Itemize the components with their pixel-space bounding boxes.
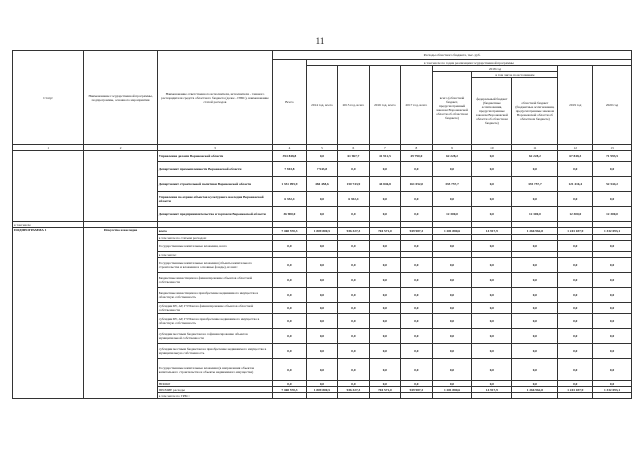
cell-value: 0,0 [369, 288, 400, 303]
header-total: Всего [273, 60, 307, 145]
row-label: Государственные капитальные вложения (в направления объектов капитального строительства и объекты недвижимого имущества) [157, 359, 272, 381]
cell-value: 0,0 [369, 344, 400, 359]
cell-value: 936 327,3 [338, 228, 369, 235]
cell-value: 36 900,0 [273, 207, 307, 222]
cell-value: 67 848,3 [558, 151, 593, 162]
cell-value: 0,0 [593, 359, 632, 381]
col-number: 13 [593, 145, 632, 151]
cell-value: 62 228,2 [432, 151, 472, 162]
col-number: 9 [432, 145, 472, 151]
cell-value: 0,0 [593, 344, 632, 359]
row-label: Государственные капитальные вложения, всего [157, 241, 272, 252]
col-number: 2 [84, 145, 157, 151]
cell-value: 0,0 [306, 288, 337, 303]
cell-value: 0,0 [512, 288, 558, 303]
cell-value: 0,0 [338, 241, 369, 252]
cell-value: 0,0 [472, 381, 512, 387]
page-number: 11 [315, 36, 325, 46]
cell-value: 0,0 [338, 207, 369, 222]
row-label: Бюджетные инвестиции на приобретение недвижимого имущества в областную собственность [157, 288, 272, 303]
header-2016: 2016 год, всего [369, 66, 400, 145]
cell-value: 150 743,9 [338, 177, 369, 192]
cell-value: 0,0 [472, 177, 512, 192]
col-number: 5 [306, 145, 337, 151]
row-label: субсидии местным бюджетам на софинансирование объектов муниципальной собственности [157, 329, 272, 344]
row-label: Департамент строительной политики Воронежской области [157, 177, 272, 192]
subprogram-name: Искусство и наследие [84, 228, 157, 399]
header-by-sources: в том числе по источникам [472, 72, 558, 78]
cell-value: 484 458,6 [306, 177, 337, 192]
cell-value: 61 967,7 [338, 151, 369, 162]
cell-value: 0,0 [432, 258, 472, 273]
header-status: Статус [13, 51, 84, 145]
cell-value: 0,0 [558, 359, 593, 381]
cell-value: 0,0 [401, 303, 432, 314]
header-2018-all: всего (областной бюджет, предусмотренный законом Воронежской области об областном бюджете) [432, 72, 472, 145]
cell-value: 0,0 [273, 288, 307, 303]
header-2015: 2015 год, всего [338, 66, 369, 145]
cell-value: 12 300,0 [432, 207, 472, 222]
cell-value: 0,0 [273, 303, 307, 314]
cell-value: 1 809 800,5 [306, 228, 337, 235]
row-label: ПРОЧИЕ расходы [157, 387, 272, 393]
cell-value: 0,0 [369, 162, 400, 177]
cell-value: 0,0 [273, 381, 307, 387]
cell-value: 949 987,3 [401, 228, 432, 235]
cell-value: 0,0 [593, 258, 632, 273]
cell-value: 0,0 [369, 359, 400, 381]
col-number: 3 [157, 145, 272, 151]
cell-value: 0,0 [593, 303, 632, 314]
cell-value: 0,0 [369, 381, 400, 387]
row-label: Департамент промышленности Воронежской области [157, 162, 272, 177]
cell-value: 0,0 [369, 258, 400, 273]
cell-value: 0,0 [273, 314, 307, 329]
cell-value: 0,0 [512, 162, 558, 177]
table-row [13, 151, 632, 162]
cell-value: 0,0 [472, 192, 512, 207]
row-label: Бюджетные инвестиции на финансирование объектов областной собственности [157, 273, 272, 288]
cell-value: 44 846,8 [369, 177, 400, 192]
col-number: 11 [512, 145, 558, 151]
cell-value: 0,0 [401, 381, 432, 387]
row-label: Управление делами Воронежской области [157, 151, 272, 162]
cell-value: 0,0 [432, 381, 472, 387]
cell-value: 0,0 [593, 329, 632, 344]
cell-value: 7 468 570,3 [273, 387, 307, 393]
cell-value: 0,0 [432, 314, 472, 329]
cell-value: 0,0 [472, 207, 512, 222]
cell-value: 0,0 [558, 273, 593, 288]
header-2014: 2014 год, всего [306, 66, 337, 145]
cell-value: 1 351 095,9 [273, 177, 307, 192]
cell-value: 0,0 [432, 192, 472, 207]
cell-value: 0,0 [306, 273, 337, 288]
header-impl-period: в том числе по годам реализации государственной программы [306, 60, 631, 66]
cell-value: 0,0 [369, 241, 400, 252]
cell-value: 704 571,0 [369, 228, 400, 235]
cell-value: 0,0 [401, 273, 432, 288]
cell-value: 0,0 [558, 241, 593, 252]
header-expenses: Расходы областного бюджета, тыс. руб. [273, 51, 632, 60]
cell-value: 0,0 [472, 288, 512, 303]
cell-value: 0,0 [338, 314, 369, 329]
cell-value: 394 848,8 [273, 151, 307, 162]
cell-value: 0,0 [369, 207, 400, 222]
cell-value: 0,0 [472, 151, 512, 162]
cell-value: 0,0 [306, 381, 337, 387]
cell-value: 949 987,3 [401, 387, 432, 393]
cell-value: 0,0 [306, 207, 337, 222]
cell-value: 0,0 [338, 273, 369, 288]
cell-value: 936 327,3 [338, 387, 369, 393]
cell-value: 7 943,8 [306, 162, 337, 177]
cell-value: 0,0 [369, 329, 400, 344]
cell-value: 335 757,7 [432, 177, 472, 192]
cell-value: 0,0 [472, 329, 512, 344]
table-row [13, 228, 632, 235]
cell-value: 7 468 570,3 [273, 228, 307, 235]
col-number: 4 [273, 145, 307, 151]
cell-value [432, 393, 472, 399]
cell-value: 1 281 880,6 [432, 387, 472, 393]
cell-value: 6 352,4 [338, 192, 369, 207]
header-2018: 2018 год [432, 66, 558, 72]
cell-value [401, 393, 432, 399]
row-label: субсидии БУ, АУ, ГУПам на приобретение недвижимого имущества в областную собственность [157, 314, 272, 329]
cell-value: 0,0 [593, 314, 632, 329]
row-label: в том числе по ГРБС: [157, 393, 272, 399]
cell-value: 0,0 [558, 344, 593, 359]
cell-value: 0,0 [512, 344, 558, 359]
cell-value: 0,0 [472, 273, 512, 288]
cell-value: 71 993,5 [593, 151, 632, 162]
cell-value: 0,0 [512, 273, 558, 288]
cell-value: 0,0 [512, 359, 558, 381]
cell-value [338, 393, 369, 399]
header-2020: 2020 год [593, 66, 632, 145]
cell-value: 0,0 [558, 162, 593, 177]
header-federal: федеральный бюджет (бюджетные ассигнования, предусмотренные законом Воронежской области об областном бюджете) [472, 78, 512, 145]
cell-value: 335 757,7 [512, 177, 558, 192]
cell-value: 0,0 [338, 258, 369, 273]
cell-value: 7 943,8 [273, 162, 307, 177]
cell-value: 0,0 [401, 314, 432, 329]
row-label: в том числе по статьям расходов: [157, 235, 272, 241]
cell-value: 704 571,0 [369, 387, 400, 393]
cell-value: 0,0 [432, 303, 472, 314]
cell-value: 0,0 [593, 288, 632, 303]
cell-value: 0,0 [558, 329, 593, 344]
cell-value: 0,0 [401, 359, 432, 381]
row-label: субсидии БУ, АУ, ГУПам на финансирование объектов областной собственности [157, 303, 272, 314]
cell-value: 0,0 [472, 359, 512, 381]
cell-value: 0,0 [401, 162, 432, 177]
header-regional: областной бюджет (бюджетные ассигнования, предусмотренные законом Воронежской области об областном бюджете) [512, 78, 558, 145]
row-label: всего [157, 228, 272, 235]
cell-value: 0,0 [369, 192, 400, 207]
cell-value: 0,0 [432, 273, 472, 288]
cell-value: 49 790,0 [401, 151, 432, 162]
cell-value: 0,0 [558, 303, 593, 314]
cell-value: 0,0 [306, 258, 337, 273]
cell-value: 0,0 [593, 241, 632, 252]
cell-value: 0,0 [472, 241, 512, 252]
cell-value: 0,0 [558, 381, 593, 387]
cell-value: 0,0 [306, 344, 337, 359]
cell-value: 0,0 [401, 329, 432, 344]
cell-value [558, 393, 593, 399]
cell-value: 0,0 [472, 162, 512, 177]
cell-value: 0,0 [432, 344, 472, 359]
cell-value: 0,0 [401, 344, 432, 359]
cell-value: 41 912,5 [369, 151, 400, 162]
cell-value: 0,0 [273, 359, 307, 381]
cell-value: 12 300,0 [558, 207, 593, 222]
cell-value: 0,0 [472, 303, 512, 314]
cell-value: 1 809 800,5 [306, 387, 337, 393]
header-2019: 2019 год [558, 66, 593, 145]
cell-value: 0,0 [472, 344, 512, 359]
header-2017: 2017 год, всего [401, 66, 432, 145]
col-number: 8 [401, 145, 432, 151]
cell-value: 0,0 [401, 192, 432, 207]
cell-value: 1 266 962,8 [512, 387, 558, 393]
cell-value: 52 544,2 [593, 177, 632, 192]
cell-value: 14 917,9 [472, 228, 512, 235]
col-number: 12 [558, 145, 593, 151]
cell-value: 0,0 [401, 241, 432, 252]
cell-value: 0,0 [593, 162, 632, 177]
cell-value: 0,0 [401, 258, 432, 273]
cell-value: 0,0 [306, 151, 337, 162]
cell-value: 0,0 [512, 303, 558, 314]
cell-value: 0,0 [338, 288, 369, 303]
cell-value [273, 393, 307, 399]
cell-value [369, 393, 400, 399]
cell-value: 0,0 [338, 329, 369, 344]
status-cell-blank [13, 151, 84, 222]
col-number: 10 [472, 145, 512, 151]
cell-value: 0,0 [306, 329, 337, 344]
cell-value: 0,0 [432, 162, 472, 177]
cell-value: 161 052,0 [401, 177, 432, 192]
cell-value: 0,0 [558, 314, 593, 329]
cell-value: 0,0 [306, 314, 337, 329]
cell-value: 0,0 [338, 162, 369, 177]
cell-value: 1 243 187,9 [558, 387, 593, 393]
cell-value: 0,0 [338, 344, 369, 359]
col-number: 6 [338, 145, 369, 151]
left-note: в том числе [13, 222, 84, 228]
cell-value: 0,0 [401, 207, 432, 222]
cell-value: 12 300,0 [512, 207, 558, 222]
cell-value: 0,0 [306, 241, 337, 252]
col-number: 1 [13, 145, 84, 151]
cell-value: 0,0 [512, 314, 558, 329]
row-label: в том числе: [157, 252, 272, 258]
cell-value: 0,0 [512, 192, 558, 207]
cell-value: 0,0 [273, 344, 307, 359]
cell-value: 0,0 [306, 359, 337, 381]
budget-table [12, 50, 632, 399]
cell-value: 1 266 962,8 [512, 228, 558, 235]
cell-value: 0,0 [512, 241, 558, 252]
cell-value: 1 332 093,1 [593, 228, 632, 235]
cell-value: 0,0 [432, 288, 472, 303]
cell-value: 0,0 [338, 359, 369, 381]
cell-value: 0,0 [593, 192, 632, 207]
cell-value [306, 393, 337, 399]
cell-value: 0,0 [273, 258, 307, 273]
cell-value: 0,0 [432, 359, 472, 381]
cell-value: 0,0 [593, 381, 632, 387]
cell-value: 0,0 [273, 273, 307, 288]
row-label: Департамент предпринимательства и торговли Воронежской области [157, 207, 272, 222]
cell-value: 0,0 [512, 329, 558, 344]
cell-value: 0,0 [369, 303, 400, 314]
cell-value: 0,0 [432, 241, 472, 252]
cell-value [472, 393, 512, 399]
row-label: Государственные капитальные вложения (объекты капитального строительства и вложения в основные фонды), из них: [157, 258, 272, 273]
cell-value: 0,0 [558, 192, 593, 207]
cell-value: 0,0 [306, 303, 337, 314]
cell-value: 0,0 [432, 329, 472, 344]
cell-value: 0,0 [338, 381, 369, 387]
cell-value: 0,0 [472, 314, 512, 329]
row-label: субсидии местным бюджетам на приобретение недвижимого имущества в муниципальную собственность [157, 344, 272, 359]
row-label: НИОКР [157, 381, 272, 387]
col-number: 7 [369, 145, 400, 151]
cell-value: 14 917,9 [472, 387, 512, 393]
cell-value: 6 352,4 [273, 192, 307, 207]
cell-value: 0,0 [512, 381, 558, 387]
cell-value: 121 416,4 [558, 177, 593, 192]
cell-value: 0,0 [369, 314, 400, 329]
cell-value: 0,0 [338, 303, 369, 314]
cell-value: 0,0 [273, 329, 307, 344]
cell-value: 0,0 [369, 273, 400, 288]
subprogram-status: ПОДПРОГРАММА 1 [13, 228, 84, 399]
cell-value: 12 300,0 [593, 207, 632, 222]
header-source: Наименование ответственного исполнителя, исполнителя - главного распорядителя средств областного бюджета (далее - ГРБС), наименование статей расходов [157, 51, 272, 145]
header-program-name: Наименование государственной программы, подпрограммы, основного мероприятия [84, 51, 157, 145]
cell-value: 0,0 [401, 288, 432, 303]
cell-value [593, 393, 632, 399]
program-cell-blank [84, 151, 157, 222]
cell-value: 0,0 [273, 241, 307, 252]
row-label: Управление по охране объектов культурного наследия Воронежской области [157, 192, 272, 207]
cell-value: 62 228,2 [512, 151, 558, 162]
cell-value: 1 332 093,1 [593, 387, 632, 393]
cell-value: 0,0 [306, 192, 337, 207]
cell-value: 0,0 [512, 258, 558, 273]
cell-value [512, 393, 558, 399]
cell-value: 1 243 187,9 [558, 228, 593, 235]
cell-value: 0,0 [558, 288, 593, 303]
cell-value: 0,0 [558, 258, 593, 273]
cell-value: 0,0 [472, 258, 512, 273]
cell-value: 1 281 880,6 [432, 228, 472, 235]
cell-value: 0,0 [593, 273, 632, 288]
